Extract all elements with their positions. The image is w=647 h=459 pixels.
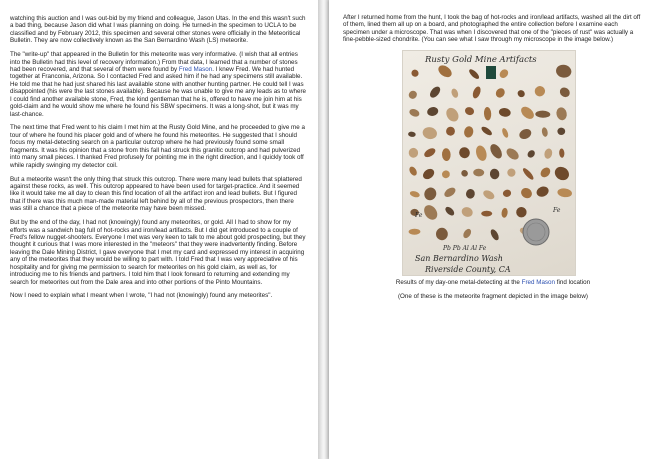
specimen-fragment	[421, 167, 436, 182]
right-page	[329, 0, 647, 459]
specimen-fragment	[539, 166, 553, 180]
left-paragraph-1: watching this auction and I was out-bid by my friend and colleague, Jason Utas. In the end this wasn't such a bad thing, because Jason did what I was planning on doing. He turned-in the specimen to UCLA to be classified and by February 2012, this specimen and several other stones were officially in the Meteoritical Bulletin. They are now collectively known as the San Bernardino Wash (LS) meteorite.	[10, 15, 306, 45]
specimen-fragment	[474, 144, 488, 162]
specimen-fragment	[484, 107, 492, 121]
specimen-fragment	[535, 185, 550, 199]
specimen-fragment	[473, 169, 484, 177]
specimen-fragment	[557, 188, 573, 198]
photo-note: (One of these is the meteorite fragment depicted in the image below)	[397, 292, 589, 300]
left-page	[0, 0, 318, 459]
specimen-fragment	[471, 86, 482, 100]
label-fe-right: Fe	[553, 207, 561, 215]
specimen-fragment	[460, 169, 469, 178]
specimen-fragment	[516, 207, 527, 218]
specimen-fragment	[442, 148, 451, 161]
specimen-fragment	[422, 186, 438, 202]
specimen-fragment	[426, 106, 439, 117]
left-paragraph-5: But by the end of the day, I had not (knowingly) found any meteorites, or gold. All I had to show for my efforts was a sandwich bag full of hot-rocks and iron/lead artifacts. But I did get introduced to a couple of Fred's fellow nugget-shooters. Everyone I met was very keen to talk to me about gold prospecting, but they thought it curious that I was more interested in the "meteors" that they were inadvertently finding. Before leaving the Dale Mining District, I gave everyone that I met my card and expressed my interest in acquiring any of the meteorites that they would be willing to part with. I told Fred that I was very appreciative of his hospitality and for giving me permission to search for meteorites on his gold claim, as well as, for introducing me to his friends and partners. I told him that I look forward to returning and extending my search for meteorites out from the Dale area and into other portions of the Pinto Mountains.	[10, 219, 306, 286]
left-paragraph-4: But a meteorite wasn't the only thing that struck this outcrop. There were many lead bullets that splattered against these rocks, as well. This outcrop appeared to have been used for target-practice. And it seemed like it would take me all day to clean this find location of all the artifact iron and lead bullets. But I figured that if there was this much man-made material left behind by all of the previous prospectors, then there was still a chance that a piece of the meteorite may have been missed.	[10, 175, 302, 213]
label-bottom-row: Pb Pb Al Al Fe	[443, 245, 487, 253]
specimen-fragment	[502, 189, 512, 198]
left-paragraph-2	[10, 51, 306, 118]
specimen-fragment	[444, 106, 461, 124]
specimen-fragment	[521, 167, 535, 181]
specimen-fragment	[555, 64, 572, 79]
caption-text-b: find location	[555, 279, 591, 287]
specimen-fragment	[408, 147, 419, 158]
specimen-fragment	[481, 211, 492, 217]
book-gutter	[318, 0, 329, 459]
specimen-fragment	[526, 149, 536, 159]
specimen-fragment	[504, 146, 520, 162]
specimen-fragment	[410, 68, 420, 78]
specimen-fragment	[458, 146, 472, 160]
specimen-fragment	[444, 205, 456, 217]
artifacts-photo	[402, 50, 576, 276]
specimen-fragment	[468, 68, 481, 81]
specimen-fragment	[480, 125, 493, 137]
specimen-fragment	[436, 228, 448, 241]
specimen-fragment	[440, 169, 451, 180]
right-paragraph-1: After I returned home from the hunt, I took the bag of hot-rocks and iron/lead artifacts, washed all the dirt off of them, lined them all up on a board, and photographed the entire collection before I examine each specimen under a microscope. That was when I discovered that one of the "pieces of rust" was actually a fine-pebble-sized chondrite. (You can see what I saw through my microscope in the image below.)	[343, 14, 641, 44]
specimen-fragment	[557, 128, 565, 136]
specimen-fragment	[552, 164, 571, 183]
specimen-fragment	[501, 208, 508, 219]
location-handwriting-2: Riverside County, CA	[425, 265, 511, 275]
photo-title-handwriting: Rusty Gold Mine Artifacts	[425, 55, 537, 66]
specimen-fragment	[408, 108, 420, 118]
caption-fred-mason-link[interactable]: Fred Mason	[521, 279, 556, 287]
magnet-icon	[486, 66, 496, 79]
left-paragraph-3: The next time that Fred went to his claim I met him at the Rusty Gold Mine, and he proceeded to give me a tour of where he found his placer gold and of where he found his meteorites. He suggested that I should focus my metal-detecting search on a particular outcrop where he had previously found some small fragments. It was his opinion that a stone from this fall had struck this granitic outcrop and had pulverized into many small pieces. I thanked Fred profusely for pointing me in the right direction, and I quickly took off while rapidly swinging my detector coil.	[10, 124, 305, 169]
specimen-fragment	[446, 126, 456, 136]
specimen-fragment	[443, 186, 458, 199]
specimen-fragment	[518, 127, 533, 141]
left-paragraph-2-text-a: The "write-up" that appeared in the Bulletin for this meteorite was very informative. (I wish that all entries into the Bulletin had this level of recovery information.) From that data, I learned that a number of stones had been recovered, and that several of them were found by	[10, 51, 298, 74]
caption-text-a: Results of my day-one metal-detecting at the	[395, 279, 522, 287]
specimen-fragment	[460, 206, 474, 219]
specimen-fragment	[409, 190, 420, 198]
left-paragraph-6: Now I need to explain what I meant when I wrote, "I had not (knowingly) found any meteorites".	[10, 292, 273, 300]
specimen-fragment	[428, 85, 442, 100]
specimen-fragment	[541, 127, 548, 137]
specimen-fragment	[489, 168, 500, 180]
specimen-fragment	[462, 228, 473, 240]
specimen-fragment	[516, 89, 526, 99]
specimen-fragment	[436, 63, 454, 80]
fred-mason-link[interactable]: Fred Mason	[178, 66, 213, 74]
specimen-fragment	[463, 125, 474, 138]
specimen-fragment	[421, 126, 438, 141]
specimen-group	[407, 63, 572, 242]
specimen-fragment	[465, 188, 475, 199]
specimen-fragment	[507, 168, 515, 176]
specimen-fragment	[558, 86, 572, 100]
photo-caption	[343, 279, 643, 286]
specimen-fragment	[409, 229, 421, 235]
specimen-fragment	[464, 106, 475, 116]
specimen-fragment	[408, 131, 416, 137]
specimen-fragment	[519, 104, 536, 121]
specimen-fragment	[543, 148, 553, 160]
label-fe-left: Fe	[415, 212, 423, 220]
specimen-fragment	[498, 68, 510, 80]
specimen-fragment	[450, 88, 459, 99]
specimen-fragment	[421, 203, 440, 223]
artifacts-photo-drawing	[403, 51, 577, 277]
specimen-fragment	[559, 148, 565, 158]
specimen-fragment	[498, 107, 511, 117]
specimen-fragment	[533, 84, 547, 98]
specimen-fragment	[489, 228, 500, 242]
specimen-fragment	[555, 106, 568, 121]
specimen-fragment	[423, 147, 437, 159]
left-paragraph-2-text-b: . I knew Fred. We had hunted together at Franconia, Arizona. So I contacted Fred and asked him if he had any specimens still available. He told me that he had just shared his last available stone with another hunting partner. He could tell I was disappointed (his were the last stones available). Because he was unable to give me any leads as to where I could find another available stone, Fred, the kind gentleman that he is, offered to have me join him at his gold-claim and he would show me where he found his SBW specimens. It was a long-shot, but it was my last-chance.	[10, 66, 307, 118]
specimen-fragment	[488, 142, 504, 160]
location-handwriting-1: San Bernardino Wash	[415, 254, 503, 264]
specimen-fragment	[494, 87, 507, 100]
specimen-fragment	[519, 186, 534, 200]
specimen-fragment	[408, 165, 419, 177]
specimen-fragment	[535, 110, 550, 118]
specimen-fragment	[501, 127, 509, 138]
specimen-fragment	[407, 89, 418, 100]
specimen-fragment	[482, 189, 496, 202]
